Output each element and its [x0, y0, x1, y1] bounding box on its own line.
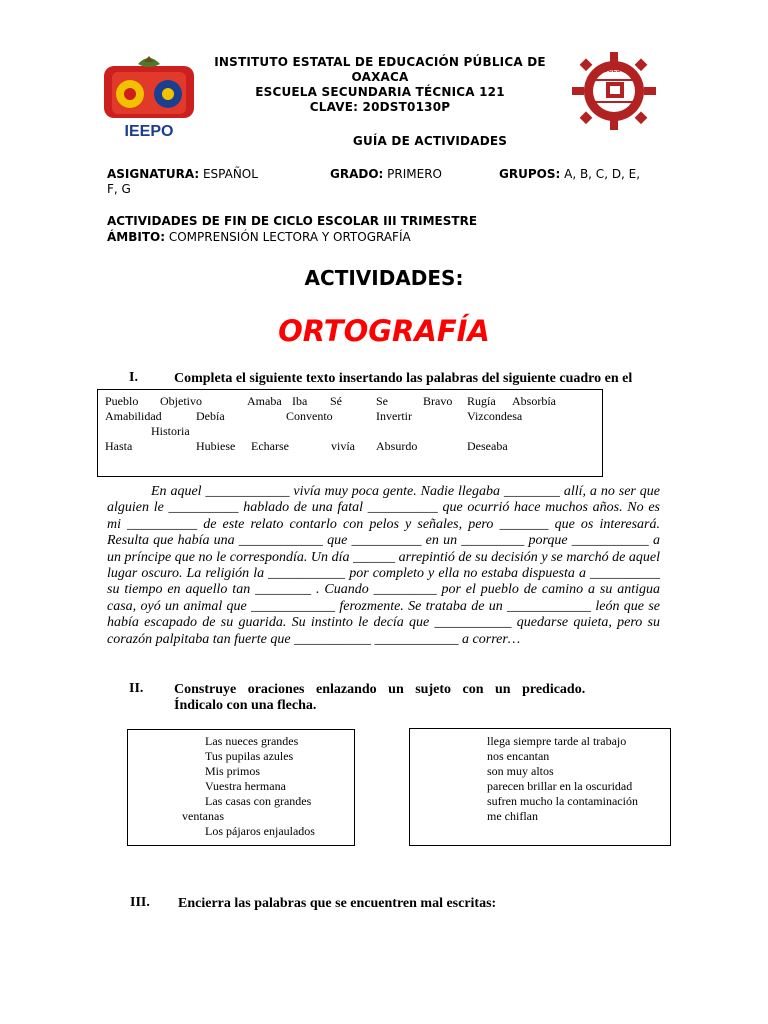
institution-name-line2: OAXACA	[351, 70, 409, 84]
word-bravo: Bravo	[423, 394, 453, 408]
word-bank-box	[97, 389, 603, 477]
grupos-label: GRUPOS:	[499, 167, 561, 181]
word-se: Se	[376, 394, 388, 408]
grupos-row	[499, 167, 640, 182]
word-se-acc: Sé	[330, 394, 342, 408]
subject-item: Las casas con grandes	[205, 794, 312, 808]
word-objetivo: Objetivo	[160, 394, 202, 408]
institution-name-line1: INSTITUTO ESTATAL DE EDUCACIÓN PÚBLICA DE	[214, 55, 546, 69]
grado-label: GRADO:	[330, 167, 384, 181]
word-amabilidad: Amabilidad	[105, 409, 162, 423]
word-iba: Iba	[292, 394, 308, 408]
asignatura-row	[107, 167, 258, 182]
subject-item: Vuestra hermana	[205, 779, 286, 793]
word-vizcondesa: Vizcondesa	[467, 409, 523, 423]
guide-title: GUÍA DE ACTIVIDADES	[352, 134, 508, 148]
word-amaba: Amaba	[247, 394, 282, 408]
word-absorbia: Absorbía	[512, 394, 556, 408]
ambito-label: ÁMBITO:	[107, 230, 166, 244]
word-deseaba: Deseaba	[467, 439, 508, 453]
word-historia: Historia	[151, 424, 190, 438]
section-1-number: I.	[129, 370, 138, 385]
predicate-item: me chiflan	[487, 809, 538, 823]
predicate-item: son muy altos	[487, 764, 554, 778]
ambito-row	[107, 230, 411, 245]
word-echarse: Echarse	[251, 439, 289, 453]
word-absurdo: Absurdo	[376, 439, 418, 453]
grado-value: PRIMERO	[387, 167, 443, 181]
fill-in-paragraph	[107, 484, 660, 648]
predicate-item: llega siempre tarde al trabajo	[487, 734, 627, 748]
asignatura-value: ESPAÑOL	[202, 167, 258, 181]
section-1-instruction: Completa el siguiente texto insertando las palabras del siguiente cuadro en el	[174, 371, 633, 386]
actividades-fin-ciclo: ACTIVIDADES DE FIN DE CICLO ESCOLAR III TRIMESTRE	[107, 214, 478, 228]
word-vivia: vivía	[331, 439, 355, 453]
word-convento: Convento	[286, 409, 333, 423]
section-3-instruction: Encierra las palabras que se encuentren mal escritas:	[178, 896, 497, 911]
predicate-item: parecen brillar en la oscuridad	[487, 779, 633, 793]
predicate-item: sufren mucho la contaminación	[487, 794, 638, 808]
paragraph-text: En aquel ____________ vivía muy poca gente. Nadie llegaba ________ allí, a no ser que alguien le __________ hablado de una fatal __________ que ocurrió hace muchos años. No es mi __________ de este relato contarlo con pelos y señales, pero _______ que os interesará. Resulta que había una ____________ que __________ en un _________ porque ___________ a un príncipe que no le correspondía. Un día ______ arrepintió de su decisión y se marchó de aquel lugar oscuro. La religión la ___________ por completo y ella no estaba dispuesta a __________ su tiempo en aquello tan ________ . Cuando _________ por el pueblo de camino a su antigua casa, oyó un animal que ____________ ferozmente. Se trataba de un ____________ león que se había escapado de su guarida. Su instinto le decía que ___________ quedarse quieta, pero su corazón palpitaba tan fuerte que ___________ ____________ a correr…	[107, 484, 660, 647]
grado-row	[330, 167, 442, 182]
word-pueblo: Pueblo	[105, 394, 139, 408]
ieepo-logo-text: IEEPO	[124, 123, 174, 140]
ambito-value: COMPRENSIÓN LECTORA Y ORTOGRAFÍA	[168, 230, 411, 244]
subject-item: Las nueces grandes	[205, 734, 299, 748]
word-hubiese: Hubiese	[196, 439, 236, 453]
grupos-value: A, B, C, D, E,	[564, 167, 641, 181]
subject-item: Mis primos	[205, 764, 261, 778]
school-name: ESCUELA SECUNDARIA TÉCNICA 121	[255, 85, 505, 99]
ieepo-logo	[98, 52, 200, 140]
predicates-box	[409, 728, 671, 846]
subject-item: Los pájaros enjaulados	[205, 824, 315, 838]
dgest-logo	[566, 50, 662, 132]
subject-item-cont: ventanas	[182, 809, 224, 823]
asignatura-label: ASIGNATURA:	[107, 167, 200, 181]
ortografia-heading: ORTOGRAFÍA	[278, 314, 490, 348]
actividades-heading: ACTIVIDADES:	[304, 266, 464, 290]
word-hasta: Hasta	[105, 439, 133, 453]
school-key: CLAVE: 20DST0130P	[309, 100, 451, 114]
word-debia: Debía	[196, 409, 225, 423]
asignatura-value-cont: F, G	[107, 182, 131, 196]
section-2-number: II.	[129, 681, 144, 696]
subject-item: Tus pupilas azules	[205, 749, 294, 763]
section-2-instruction-line2: Índicalo con una flecha.	[174, 698, 317, 713]
dgest-logo-text: DGEST	[603, 68, 625, 74]
subjects-box	[127, 729, 355, 846]
word-invertir: Invertir	[376, 409, 412, 423]
predicate-item: nos encantan	[487, 749, 550, 763]
section-3-number: III.	[130, 895, 150, 910]
section-2-instruction-line1: Construye oraciones enlazando un sujeto con un predicado.	[174, 682, 586, 697]
word-rugia: Rugía	[467, 394, 496, 408]
